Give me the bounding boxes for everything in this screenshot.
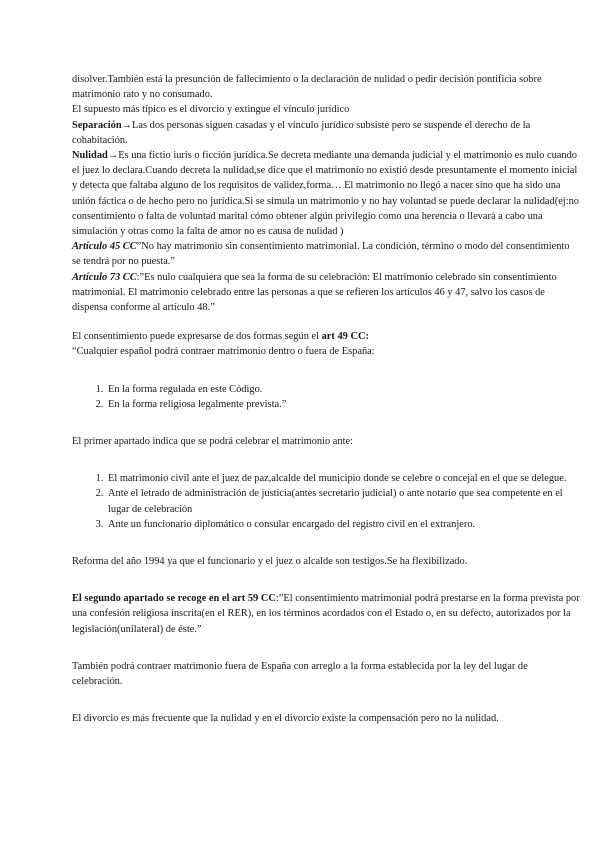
paragraph-supuesto: El supuesto más típico es el divorcio y extingue el vínculo jurídico — [72, 104, 350, 116]
segundo-label: El segundo apartado se recoge en el art 59 CC — [72, 593, 276, 605]
paragraph-separacion — [72, 118, 580, 148]
list-item: 2. En la forma religiosa legalmente prevista.” — [106, 397, 580, 412]
list-item: 3. Ante un funcionario diplomático o consular encargado del registro civil en el extranjero. — [106, 517, 580, 532]
list-item: 2. Ante el letrado de administración de justicia(antes secretario judicial) o ante notario que sea competente en el lugar de celebración — [106, 486, 580, 516]
consent-intro: El consentimiento puede expresarse de dos formas según el — [72, 331, 322, 343]
art45-text: ”No hay matrimonio sin consentimiento matrimonial. La condición, término o modo del consentimiento se tendrá por no puesta.” — [72, 241, 570, 268]
nulidad-label: Nulidad — [72, 150, 108, 162]
paragraph-consent-quote: “Cualquier español podrá contraer matrimonio dentro o fuera de España: — [72, 346, 375, 358]
paragraph-reforma: Reforma del año 1994 ya que el funcionario y el juez o alcalde son testigos.Se ha flexibilizado. — [72, 556, 468, 568]
paragraph-disolver: disolver.También está la presunción de fallecimiento o la declaración de nulidad o pedir decisión pontificia sobre matrimonio rato y no consumado. — [72, 74, 542, 101]
art73-text: :”Es nulo cualquiera que sea la forma de su celebración: El matrimonio celebrado sin consentimiento matrimonial. El matrimonio celebrado entre las personas a que se refieren los artículos 46 y 47, salvo los casos de dispensa conforme al artículo 48.” — [72, 271, 557, 314]
paragraph-tambien: También podrá contraer matrimonio fuera de España con arreglo a la forma establecida por la ley del lugar de celebración. — [72, 660, 528, 688]
paragraph-primer-apartado: El primer apartado indica que se podrá celebrar el matrimonio ante: — [72, 436, 354, 448]
list-item: 1. En la forma regulada en este Código. — [106, 382, 580, 397]
art73-label: Artículo 73 CC — [72, 271, 137, 283]
document-page — [72, 72, 580, 727]
paragraph-art45 — [72, 239, 580, 269]
paragraph-segundo-apartado — [72, 591, 580, 637]
nulidad-text: →Es una fictio iuris o ficción jurídica.Se decreta mediante una demanda judicial y el matrimonio es nulo cuando el juez lo declara.Cuando decreta la nulidad,se dice que el matrimonio no existió desde presuntamente el momento inicial y detecta que faltaba alguno de los requisitos de validez,forma… El matrimonio no llegó a nacer sino que ha sido una unión fáctica o de hecho pero no jurídica.Si se simula un matrimonio y no hay voluntad se puede declarar la nulidad(ej:no consentimiento o falta de voluntad marital cómo obtener algún privilegio como una herencia o llevará a cabo una simulación y otras como la falta de amor no es causa de nulidad ) — [72, 150, 579, 238]
consent-art: art 49 CC: — [321, 331, 369, 343]
primer-apartado-list — [72, 471, 580, 532]
list-item: 1. El matrimonio civil ante el juez de paz,alcalde del municipio donde se celebre o concejal en el que se delegue. — [106, 471, 580, 486]
separacion-label: Separación — [72, 119, 122, 131]
paragraph-art73 — [72, 270, 580, 316]
paragraph-nulidad — [72, 148, 580, 239]
consent-list — [72, 382, 580, 412]
paragraph-divorcio: El divorcio es más frecuente que la nulidad y en el divorcio existe la compensación pero no la nulidad. — [72, 713, 499, 725]
paragraph-consentimiento — [72, 329, 580, 344]
art45-label: Artículo 45 CC — [72, 241, 137, 253]
segundo-text: :”El consentimiento matrimonial podrá prestarse en la forma prevista por una confesión religiosa inscrita(en el RER), en los términos acordados con el Estado o, en su defecto, autorizados por la legislación(unilateral) de éste.” — [72, 593, 580, 635]
separacion-text: →Las dos personas siguen casadas y el vínculo jurídico subsiste pero se suspende el derecho de la cohabitación. — [72, 119, 531, 146]
